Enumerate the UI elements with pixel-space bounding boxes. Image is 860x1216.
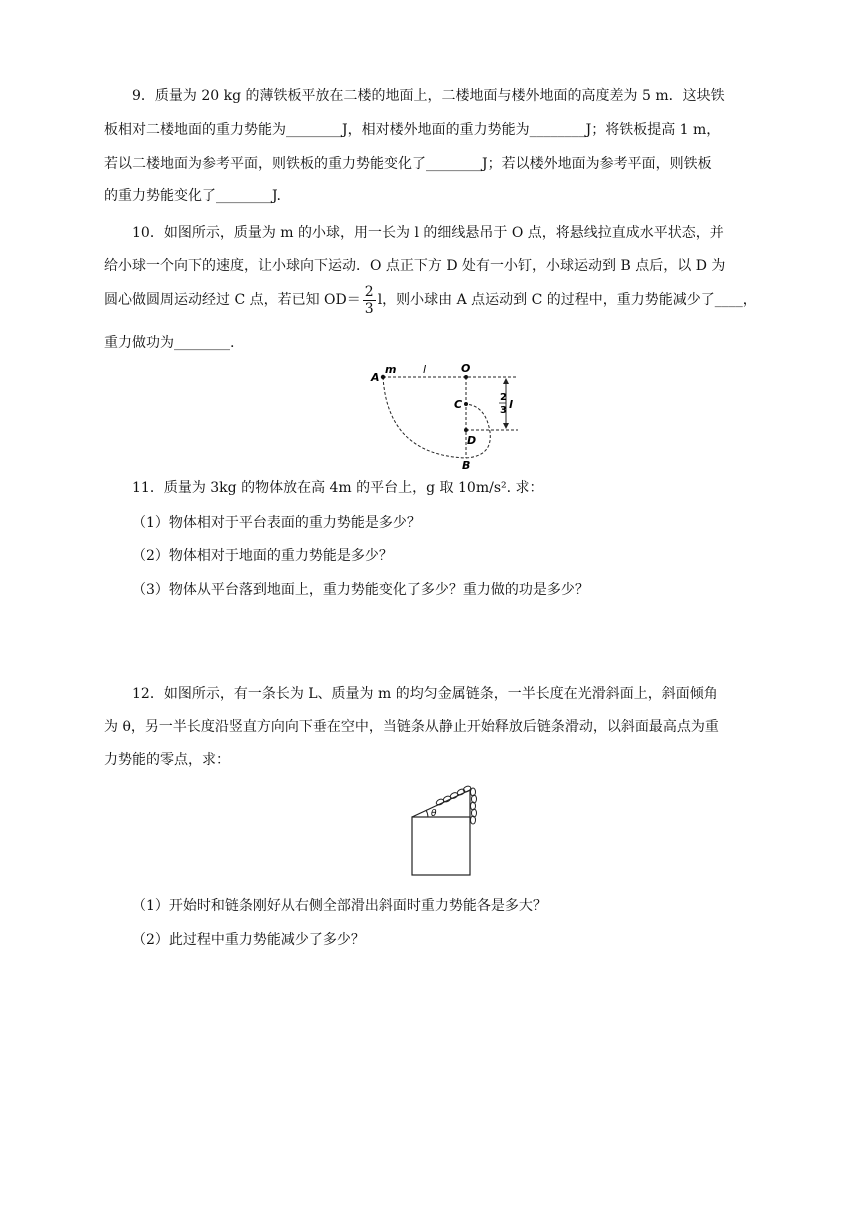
point-c bbox=[464, 402, 468, 406]
fraction-two-thirds bbox=[363, 284, 376, 317]
q12-line-3: 力势能的零点，求： bbox=[104, 752, 230, 768]
q9-line-4: 的重力势能变化了________J. bbox=[104, 188, 281, 204]
q9-line-1: 9．质量为 20 kg 的薄铁板平放在二楼的地面上，二楼地面与楼外地面的高度差为 5 m．这块铁 bbox=[132, 88, 725, 104]
angle-arc bbox=[426, 810, 428, 817]
chain-on-incline bbox=[435, 785, 471, 806]
q10-pendulum-figure bbox=[368, 360, 528, 470]
chain-hanging bbox=[471, 788, 477, 824]
q10-line-3-before: 圆心做圆周运动经过 C 点，若已知 OD＝ bbox=[104, 292, 361, 308]
label-l: l bbox=[423, 363, 427, 376]
q12-incline-chain-figure bbox=[404, 780, 494, 880]
q9-line-3: 若以二楼地面为参考平面，则铁板的重力势能变化了________J；若以楼外地面为参考平面，则铁板 bbox=[104, 156, 712, 172]
label-a: A bbox=[371, 371, 380, 384]
point-o bbox=[464, 375, 468, 379]
q12-line-1: 12．如图所示，有一条长为 L、质量为 m 的均匀金属链条，一半长度在光滑斜面上，斜面倾角 bbox=[132, 686, 718, 702]
dim-numerator: 2 bbox=[500, 392, 507, 403]
label-m: m bbox=[385, 363, 397, 376]
q11-part-3: （3）物体从平台落到地面上，重力势能变化了多少？重力做的功是多少？ bbox=[132, 582, 589, 598]
label-b: B bbox=[462, 459, 471, 470]
block-body bbox=[412, 817, 470, 875]
q12-line-2: 为 θ，另一半长度沿竖直方向向下垂在空中，当链条从静止开始释放后链条滑动，以斜面最高点为重 bbox=[104, 719, 719, 735]
label-theta: θ bbox=[431, 809, 437, 819]
q9-line-2: 板相对二楼地面的重力势能为________J，相对楼外地面的重力势能为________J；将铁板提高 1 m， bbox=[104, 122, 721, 138]
q11-part-2: （2）物体相对于地面的重力势能是多少？ bbox=[132, 548, 393, 564]
fraction-numerator: 2 bbox=[364, 283, 374, 300]
point-d bbox=[464, 428, 468, 432]
label-o: O bbox=[461, 362, 471, 375]
dim-denominator: 3 bbox=[500, 405, 507, 416]
q11-part-1: （1）物体相对于平台表面的重力势能是多少？ bbox=[132, 515, 421, 531]
q10-line-4: 重力做功为________. bbox=[104, 335, 235, 351]
q10-line-3-after: l，则小球由 A 点运动到 C 的过程中，重力势能减少了____， bbox=[377, 292, 757, 308]
q10-line-3 bbox=[104, 283, 757, 317]
dimension-arrow-down bbox=[503, 423, 509, 429]
dim-l: l bbox=[509, 398, 513, 411]
arc-a-to-b bbox=[383, 377, 466, 458]
q10-line-2: 给小球一个向下的速度，让小球向下运动．O 点正下方 D 处有一小钉，小球运动到 B 点后，以 D 为 bbox=[104, 258, 726, 274]
label-d: D bbox=[467, 434, 477, 447]
label-c: C bbox=[454, 398, 463, 411]
q12-part-2: （2）此过程中重力势能减少了多少？ bbox=[132, 932, 365, 948]
arc-b-to-c bbox=[466, 404, 490, 458]
fraction-denominator: 3 bbox=[364, 300, 374, 317]
q10-line-1: 10．如图所示，质量为 m 的小球，用一长为 l 的细线悬吊于 O 点，将悬线拉直成水平状态，并 bbox=[132, 225, 724, 241]
q11-stem: 11．质量为 3kg 的物体放在高 4m 的平台上，g 取 10m/s². 求： bbox=[132, 480, 544, 496]
q12-part-1: （1）开始时和链条刚好从右侧全部滑出斜面时重力势能各是多大？ bbox=[132, 898, 547, 914]
dimension-arrow-up bbox=[503, 378, 509, 384]
